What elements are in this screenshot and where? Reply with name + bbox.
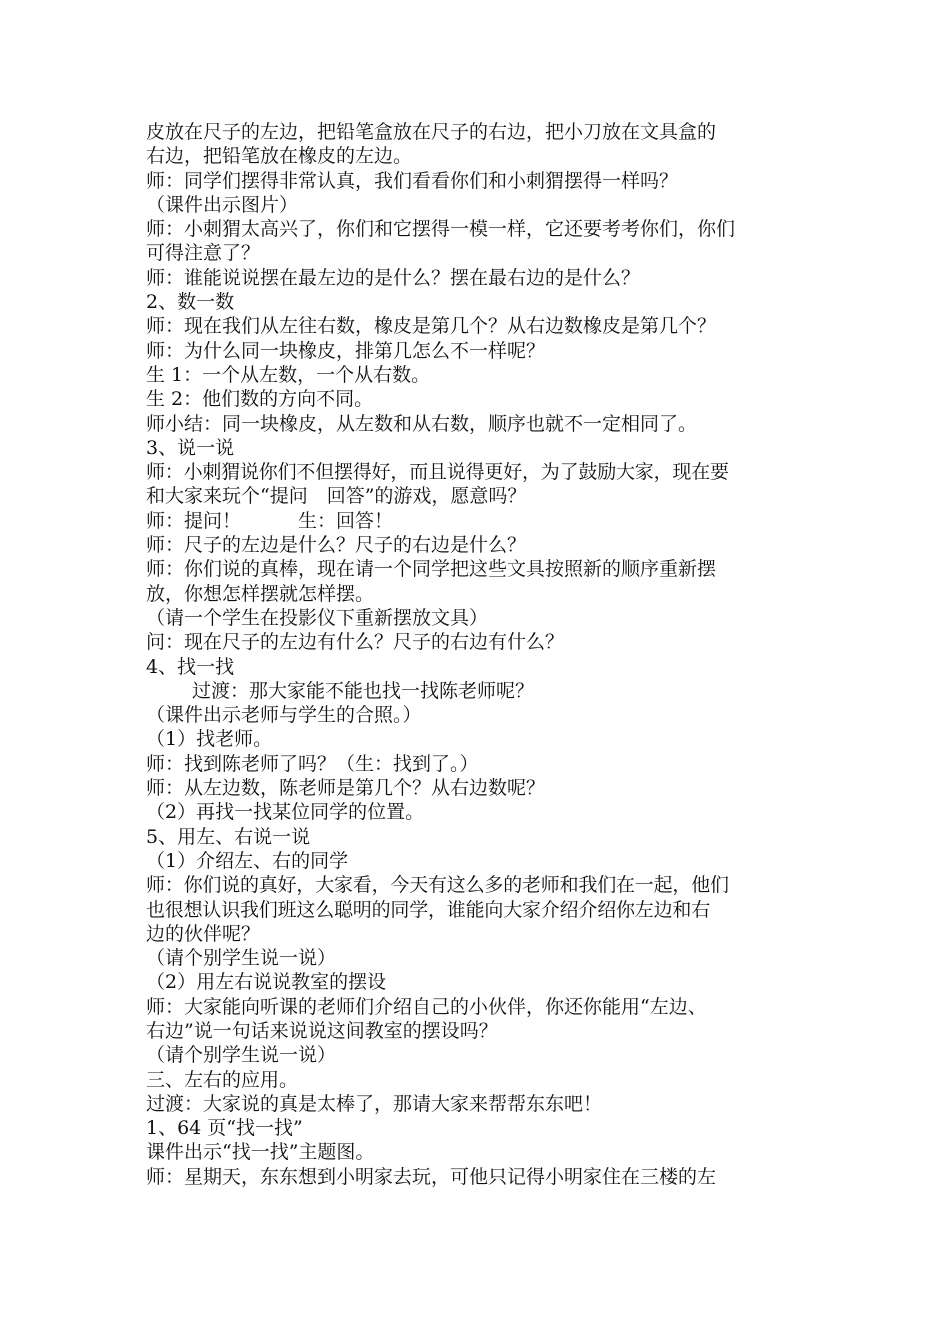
text-line: （请一个学生在投影仪下重新摆放文具） [146,606,489,629]
text-line: （1）找老师。 [146,728,273,751]
text-line: 可得注意了？ [146,242,261,265]
text-line: （请个别学生说一说） [146,947,337,970]
text-line: 师：尺子的左边是什么？尺子的右边是什么？ [146,534,527,557]
text-line: 师：你们说的真好，大家看，今天有这么多的老师和我们在一起，他们 [146,874,729,897]
text-line: 师：你们说的真棒，现在请一个同学把这些文具按照新的顺序重新摆 [146,558,717,581]
section-heading: 3、说一说 [146,436,235,459]
text-line: 和大家来玩个“提问 回答”的游戏，愿意吗？ [146,485,527,508]
text-line: 师：星期天，东东想到小明家去玩，可他只记得小明家住在三楼的左 [146,1165,717,1188]
text-line: 师：现在我们从左往右数，橡皮是第几个？从右边数橡皮是第几个？ [146,315,717,338]
text-line: 师小结：同一块橡皮，从左数和从右数，顺序也就不一定相同了。 [146,412,698,435]
document-page [146,120,816,1189]
text-line: 师：为什么同一块橡皮，排第几怎么不一样呢？ [146,339,546,362]
text-line: 师：大家能向听课的老师们介绍自己的小伙伴，你还你能用“左边、 [146,995,707,1018]
text-line: （2）用左右说说教室的摆设 [146,971,387,994]
text-line: 也很想认识我们班这么聪明的同学，谁能向大家介绍介绍你左边和右 [146,898,711,921]
text-line: 师：找到陈老师了吗？（生：找到了。） [146,752,479,775]
text-line: 师：谁能说说摆在最左边的是什么？摆在最右边的是什么？ [146,266,641,289]
section-heading: 5、用左、右说一说 [146,825,311,848]
section-heading: 三、左右的应用。 [146,1068,299,1091]
text-line: 师：提问！ 生：回答！ [146,509,394,532]
text-line: 师：小刺猬说你们不但摆得好，而且说得更好，为了鼓励大家，现在要 [146,461,729,484]
text-line: 课件出示“找一找”主题图。 [146,1141,375,1164]
text-line: 边的伙伴呢？ [146,922,261,945]
text-line: 右边”说一句话来说说这间教室的摆设吗？ [146,1019,498,1042]
section-heading: 4、找一找 [146,655,235,678]
text-line: （1）介绍左、右的同学 [146,849,349,872]
text-line: 过渡：大家说的真是太棒了，那请大家来帮帮东东吧！ [146,1092,603,1115]
text-line: （请个别学生说一说） [146,1044,337,1067]
text-line: 师：同学们摆得非常认真，我们看看你们和小刺猬摆得一样吗？ [146,169,679,192]
text-line: （课件出示图片） [146,193,299,216]
text-line: 过渡：那大家能不能也找一找陈老师呢？ [192,679,535,702]
text-line: 师：小刺猬太高兴了，你们和它摆得一模一样，它还要考考你们，你们 [146,218,736,241]
text-line: 放，你想怎样摆就怎样摆。 [146,582,375,605]
section-heading: 2、数一数 [146,291,235,314]
text-line: （2）再找一找某位同学的位置。 [146,801,425,824]
text-line: 问：现在尺子的左边有什么？尺子的右边有什么？ [146,631,565,654]
text-line: （课件出示老师与学生的合照。） [146,704,422,727]
text-line: 师：从左边数，陈老师是第几个？从右边数呢？ [146,777,546,800]
text-line: 生 2：他们数的方向不同。 [146,388,374,411]
text-line: 右边，把铅笔放在橡皮的左边。 [146,145,413,168]
text-line: 生 1：一个从左数，一个从右数。 [146,363,431,386]
text-line: 皮放在尺子的左边，把铅笔盒放在尺子的右边，把小刀放在文具盒的 [146,121,717,143]
section-heading: 1、64 页“找一找” [146,1117,303,1140]
